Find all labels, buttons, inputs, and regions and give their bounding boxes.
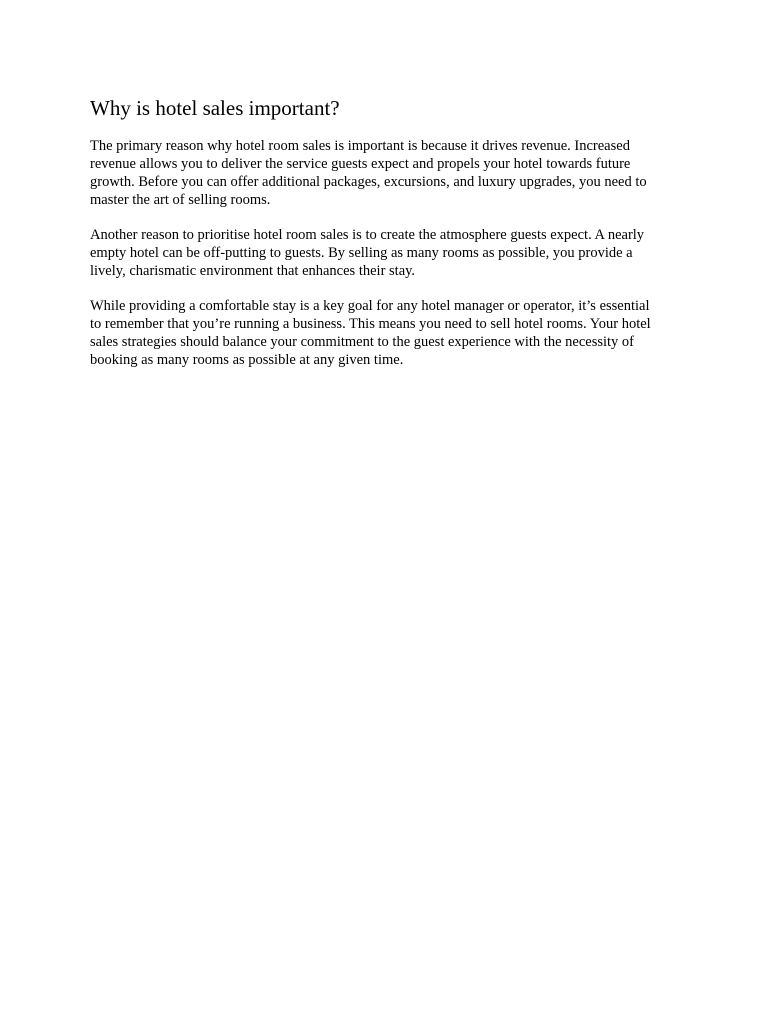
text-line: sales strategies should balance your commitment to the guest experience with the necessity of <box>90 334 634 350</box>
paragraph-2 <box>90 226 690 280</box>
document-page <box>90 94 690 386</box>
page-title: Why is hotel sales important? <box>90 96 340 120</box>
text-line: growth. Before you can offer additional packages, excursions, and luxury upgrades, you need to <box>90 174 647 190</box>
paragraph-1 <box>90 137 690 209</box>
text-line: While providing a comfortable stay is a key goal for any hotel manager or operator, it’s essential <box>90 298 650 314</box>
text-line: lively, charismatic environment that enhances their stay. <box>90 263 416 279</box>
text-line: to remember that you’re running a business. This means you need to sell hotel rooms. Your hotel <box>90 316 651 332</box>
text-line: master the art of selling rooms. <box>90 192 271 208</box>
text-line: Another reason to prioritise hotel room sales is to create the atmosphere guests expect. A nearly <box>90 227 645 243</box>
paragraph-3 <box>90 297 690 369</box>
text-line: empty hotel can be off-putting to guests. By selling as many rooms as possible, you provide a <box>90 245 633 261</box>
text-line: The primary reason why hotel room sales is important is because it drives revenue. Increased <box>90 138 630 154</box>
text-line: revenue allows you to deliver the service guests expect and propels your hotel towards future <box>90 156 631 172</box>
text-line: booking as many rooms as possible at any given time. <box>90 352 404 368</box>
